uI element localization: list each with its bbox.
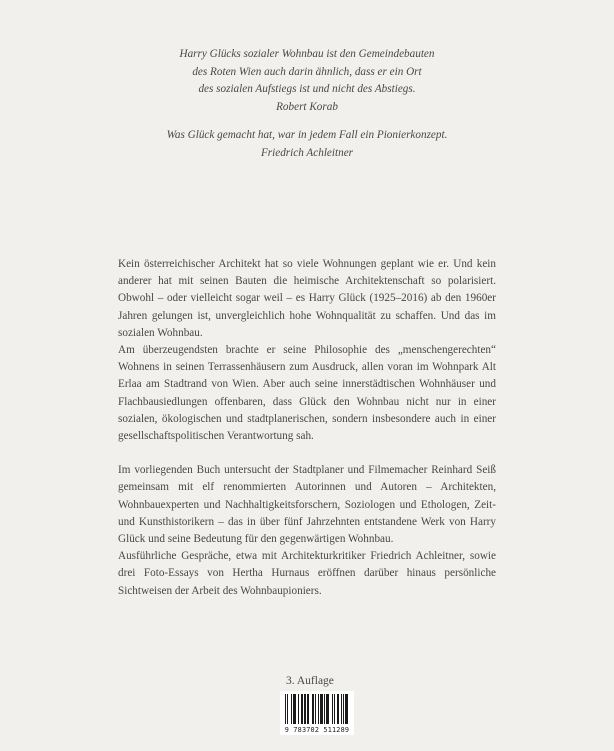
- quote-author: Robert Korab: [276, 100, 338, 113]
- quote-author: Friedrich Achleitner: [260, 146, 354, 159]
- quote-achleitner: [0, 127, 614, 162]
- edition-label: 3. Auflage: [286, 675, 334, 687]
- blurb-paragraph: Im vorliegenden Buch untersucht der Stadtplaner und Filmemacher Reinhard Seiß gemeinsam mit elf renommierten Autorinnen und Autoren – Architekten, Wohnbauexperten und Nachhaltigkeitsforschern, Soziologen und Ethologen, Zeit- und Kunsthistorikern – das in über fünf Jahrzehnten entstandene Werk von Harry Glück und seine Bedeutung für den gegenwärtigen Wohnbau.: [118, 464, 496, 546]
- blurb-paragraph: Kein österreichischer Architekt hat so viele Wohnungen geplant wie er. Und kein anderer hat mit seinen Bauten die heimische Architektenschaft so polarisiert. Obwohl – oder vielleicht sogar weil – es Harry Glück (1925–2016) ab den 1960er Jahren gelungen ist, unvergleichlich hohe Wohnqualität zu schaffen. Und das im sozialen Wohnbau.: [118, 258, 496, 339]
- isbn-barcode: [280, 691, 354, 735]
- quotes-section: [0, 46, 614, 163]
- blurb-paragraph: Am überzeugendsten brachte er seine Philosophie des „menschengerechten“ Wohnens in seinen Terrassenhäusern zum Ausdruck, allen voran im Wohnpark Alt Erlaa am Stadtrand von Wien. Aber auch seine innerstädtischen Wohnhäuser und Flachbausiedlungen offenbaren, dass Glück den Wohnbau nicht nur in einer sozialen, ökologischen und stadtplanerischen, sondern insbesondere auch in einer gesellschaftspolitischen Verantwortung sah.: [118, 344, 496, 443]
- quote-line: Harry Glücks sozialer Wohnbau ist den Gemeindebauten: [179, 48, 435, 60]
- barcode-gap: [348, 694, 349, 724]
- quote-line: des sozialen Aufstiegs ist und nicht des Abstiegs.: [198, 83, 416, 96]
- blurb-paragraph: Ausführliche Gespräche, etwa mit Architekturkritiker Friedrich Achleitner, sowie drei Foto-Essays von Hertha Hurnaus eröffnen darüber hinaus persönliche Sichtweisen der Arbeit des Wohnbaupioniers.: [118, 550, 496, 597]
- quote-korab: [0, 46, 614, 116]
- barcode-bars: [285, 694, 349, 724]
- blurb-text: [118, 256, 496, 600]
- quote-line: Was Glück gemacht hat, war in jedem Fall ein Pionierkonzept.: [166, 129, 448, 142]
- barcode-digits: 9 783702 511289: [284, 726, 350, 734]
- quote-line: des Roten Wien auch darin ähnlich, dass er ein Ort: [192, 65, 422, 78]
